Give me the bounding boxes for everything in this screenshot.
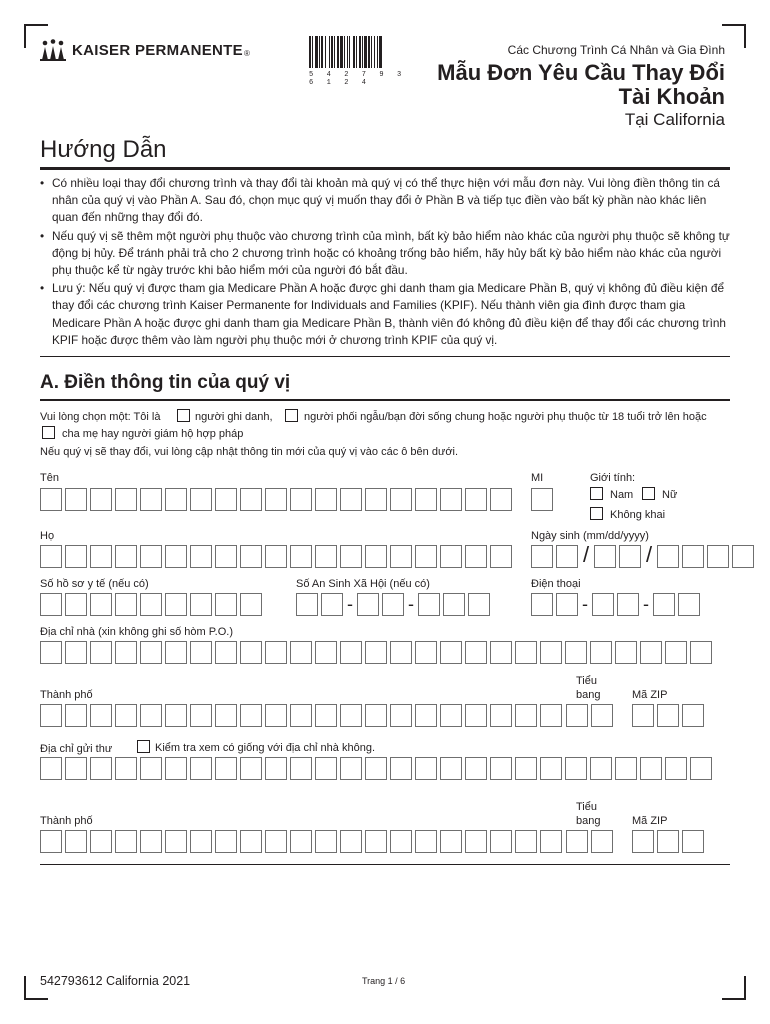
phone-box[interactable] (556, 593, 578, 616)
char-box[interactable] (540, 830, 562, 853)
char-box[interactable] (365, 757, 387, 780)
gender-female-label: Nữ (662, 489, 678, 501)
char-box[interactable] (365, 641, 387, 664)
subscriber-checkbox[interactable] (177, 409, 190, 422)
char-box[interactable] (115, 593, 137, 616)
char-box[interactable] (640, 641, 662, 664)
ssn-boxes[interactable] (296, 593, 490, 616)
char-box[interactable] (40, 593, 62, 616)
char-box[interactable] (240, 488, 262, 511)
char-box[interactable] (265, 830, 287, 853)
gender-male-checkbox[interactable] (590, 487, 603, 500)
char-box[interactable] (690, 757, 712, 780)
char-box[interactable] (665, 641, 687, 664)
spouse-dependent-option-label: người phối ngẫu/bạn đời sống chung hoặc người phụ thuộc từ 18 tuổi trở lên hoặc (304, 411, 707, 423)
last-name-boxes[interactable] (40, 545, 512, 568)
char-box[interactable] (615, 641, 637, 664)
update-note: Nếu quý vị sẽ thay đổi, vui lòng cập nhật thông tin mới của quý vị vào các ô bên dưới. (40, 446, 459, 458)
char-box[interactable] (315, 757, 337, 780)
char-box[interactable] (290, 704, 312, 727)
char-box[interactable] (115, 641, 137, 664)
char-box[interactable] (65, 830, 87, 853)
last-name-label: Họ (40, 530, 55, 542)
char-box[interactable] (65, 488, 87, 511)
char-box[interactable] (190, 704, 212, 727)
char-box[interactable] (566, 830, 588, 853)
form-title: Mẫu Đơn Yêu Cầu Thay Đổi (437, 60, 725, 85)
state-label-2: bang (576, 689, 601, 701)
dob-year-box[interactable] (707, 545, 729, 568)
char-box[interactable] (465, 830, 487, 853)
char-box[interactable] (90, 593, 112, 616)
phone-box[interactable] (617, 593, 639, 616)
section-a-heading: A. Điền thông tin của quý vị (40, 372, 291, 393)
mailing-zip-label: Mã ZIP (632, 815, 668, 827)
char-box[interactable] (591, 830, 613, 853)
char-box[interactable] (340, 757, 362, 780)
char-box[interactable] (265, 641, 287, 664)
phone-dash: - (582, 594, 588, 614)
char-box[interactable] (415, 641, 437, 664)
char-box[interactable] (115, 488, 137, 511)
char-box[interactable] (565, 641, 587, 664)
char-box[interactable] (415, 545, 437, 568)
char-box[interactable] (90, 545, 112, 568)
ssn-box[interactable] (418, 593, 440, 616)
brand-name: KAISER PERMANENTE (72, 41, 243, 59)
char-box[interactable] (140, 641, 162, 664)
char-box[interactable] (657, 830, 679, 853)
char-box[interactable] (265, 488, 287, 511)
char-box[interactable] (632, 704, 654, 727)
ssn-box[interactable] (321, 593, 343, 616)
char-box[interactable] (465, 488, 487, 511)
char-box[interactable] (140, 757, 162, 780)
char-box[interactable] (165, 830, 187, 853)
divider (40, 356, 730, 357)
instruction-item: • Có nhiều loại thay đổi chương trình và thay đổi tài khoản mà quý vị có thể thực hiện với mẫu đơn này. Vui lòng điền thông tin cá nhân của quý vị vào Phần A. Sau đó, chọn mục quý vị muốn thay đổi ở Phần B và tiếp tục điền vào bất kỳ phần nào khác liên quan đến những thay đổi đó. (40, 175, 730, 227)
home-address-boxes[interactable] (40, 641, 712, 664)
dob-label: Ngày sinh (mm/dd/yyyy) (531, 530, 649, 542)
char-box[interactable] (190, 545, 212, 568)
char-box[interactable] (290, 757, 312, 780)
char-box[interactable] (340, 545, 362, 568)
char-box[interactable] (665, 757, 687, 780)
gender-undisclosed-label: Không khai (610, 509, 666, 521)
char-box[interactable] (115, 704, 137, 727)
char-box[interactable] (90, 488, 112, 511)
char-box[interactable] (490, 704, 512, 727)
dob-year-box[interactable] (732, 545, 754, 568)
heading-rule (40, 167, 730, 170)
char-box[interactable] (415, 830, 437, 853)
kaiser-logo (40, 38, 250, 62)
char-box[interactable] (440, 757, 462, 780)
char-box[interactable] (640, 757, 662, 780)
mi-box[interactable] (531, 488, 553, 511)
program-subtitle: Các Chương Trình Cá Nhân và Gia Đình (507, 43, 725, 57)
mailing-state-label-2: bang (576, 815, 601, 827)
char-box[interactable] (682, 830, 704, 853)
char-box[interactable] (115, 545, 137, 568)
char-box[interactable] (190, 593, 212, 616)
char-box[interactable] (215, 830, 237, 853)
char-box[interactable] (165, 488, 187, 511)
corner-mark-bottom-right (722, 976, 746, 1000)
home-address-label: Địa chỉ nhà (xin không ghi số hòm P.O.) (40, 626, 234, 638)
char-box[interactable] (315, 641, 337, 664)
char-box[interactable] (515, 704, 537, 727)
char-box[interactable] (390, 830, 412, 853)
char-box[interactable] (65, 641, 87, 664)
char-box[interactable] (240, 641, 262, 664)
char-box[interactable] (115, 757, 137, 780)
char-box[interactable] (540, 641, 562, 664)
registered-mark: ® (243, 48, 250, 58)
char-box[interactable] (591, 704, 613, 727)
phone-label: Điện thoại (531, 578, 581, 590)
char-box[interactable] (165, 593, 187, 616)
char-box[interactable] (465, 641, 487, 664)
char-box[interactable] (215, 704, 237, 727)
dob-month-box[interactable] (556, 545, 578, 568)
guardian-checkbox[interactable] (42, 426, 55, 439)
instructions-heading: Hướng Dẫn (40, 136, 167, 163)
char-box[interactable] (240, 757, 262, 780)
char-box[interactable] (515, 830, 537, 853)
char-box[interactable] (140, 704, 162, 727)
char-box[interactable] (290, 545, 312, 568)
char-box[interactable] (590, 757, 612, 780)
section-a-rule (40, 399, 730, 401)
char-box[interactable] (140, 593, 162, 616)
subscriber-option-label: người ghi danh, (195, 411, 273, 423)
char-box[interactable] (465, 545, 487, 568)
char-box[interactable] (290, 641, 312, 664)
char-box[interactable] (215, 757, 237, 780)
char-box[interactable] (140, 830, 162, 853)
mailing-address-boxes[interactable] (40, 757, 712, 780)
char-box[interactable] (615, 757, 637, 780)
ssn-box[interactable] (468, 593, 490, 616)
state-label: Tiểu (576, 675, 597, 687)
mrn-boxes[interactable] (40, 593, 262, 616)
char-box[interactable] (115, 830, 137, 853)
char-box[interactable] (40, 545, 62, 568)
phone-box[interactable] (678, 593, 700, 616)
char-box[interactable] (215, 641, 237, 664)
char-box[interactable] (140, 545, 162, 568)
instruction-item: • Lưu ý: Nếu quý vị được tham gia Medicare Phần A hoặc được ghi danh tham gia Medicare Phần B, quý vị không đủ điều kiện để thay đổi các chương trình Kaiser Permanente for Individuals and Families (KPIF). Nếu thành viên gia đình được tham gia Medicare Phần A hoặc được ghi danh tham gia Medicare Phần B, thành viên đó không đủ điều kiện để thay đổi các chương trình KPIF hoặc được thêm vào làm người phụ thuộc mới ở chương trình KPIF của quý vị. (40, 280, 730, 349)
char-box[interactable] (65, 545, 87, 568)
char-box[interactable] (440, 488, 462, 511)
mailing-state-boxes[interactable] (566, 830, 613, 853)
phone-box[interactable] (592, 593, 614, 616)
char-box[interactable] (515, 757, 537, 780)
char-box[interactable] (290, 830, 312, 853)
char-box[interactable] (415, 488, 437, 511)
dob-boxes[interactable] (531, 542, 754, 568)
char-box[interactable] (440, 830, 462, 853)
char-box[interactable] (390, 757, 412, 780)
ssn-box[interactable] (296, 593, 318, 616)
char-box[interactable] (415, 757, 437, 780)
ssn-box[interactable] (443, 593, 465, 616)
mi-label: MI (531, 472, 544, 484)
char-box[interactable] (40, 757, 62, 780)
dob-year-box[interactable] (657, 545, 679, 568)
phone-boxes[interactable] (531, 593, 700, 616)
mrn-label: Số hồ sơ y tế (nếu có) (40, 578, 149, 590)
gender-male-label: Nam (610, 489, 634, 501)
same-as-home-checkbox[interactable] (137, 740, 150, 753)
zip-boxes[interactable] (632, 704, 704, 727)
state-boxes[interactable] (566, 704, 613, 727)
char-box[interactable] (365, 545, 387, 568)
char-box[interactable] (682, 704, 704, 727)
char-box[interactable] (390, 488, 412, 511)
char-box[interactable] (490, 757, 512, 780)
char-box[interactable] (265, 545, 287, 568)
page-number: Trang 1 / 6 (362, 976, 406, 986)
char-box[interactable] (340, 704, 362, 727)
char-box[interactable] (540, 704, 562, 727)
char-box[interactable] (390, 704, 412, 727)
char-box[interactable] (340, 488, 362, 511)
char-box[interactable] (657, 704, 679, 727)
phone-dash: - (643, 594, 649, 614)
form-code: 542793612 California 2021 (40, 974, 191, 988)
region-label: Tại California (624, 110, 725, 129)
dob-month-box[interactable] (531, 545, 553, 568)
guardian-option-label: cha mẹ hay người giám hộ hợp pháp (62, 428, 244, 440)
char-box[interactable] (240, 593, 262, 616)
char-box[interactable] (315, 488, 337, 511)
char-box[interactable] (465, 757, 487, 780)
char-box[interactable] (365, 704, 387, 727)
char-box[interactable] (540, 757, 562, 780)
char-box[interactable] (140, 488, 162, 511)
barcode-image (309, 36, 409, 68)
char-box[interactable] (190, 757, 212, 780)
char-box[interactable] (240, 545, 262, 568)
char-box[interactable] (566, 704, 588, 727)
char-box[interactable] (490, 545, 512, 568)
char-box[interactable] (90, 641, 112, 664)
gender-label: Giới tính: (590, 472, 636, 484)
char-box[interactable] (390, 641, 412, 664)
char-box[interactable] (90, 830, 112, 853)
char-box[interactable] (690, 641, 712, 664)
char-box[interactable] (490, 641, 512, 664)
char-box[interactable] (340, 641, 362, 664)
phone-box[interactable] (653, 593, 675, 616)
char-box[interactable] (440, 641, 462, 664)
char-box[interactable] (515, 641, 537, 664)
char-box[interactable] (40, 641, 62, 664)
char-box[interactable] (315, 830, 337, 853)
char-box[interactable] (165, 641, 187, 664)
char-box[interactable] (265, 704, 287, 727)
char-box[interactable] (65, 704, 87, 727)
city-boxes[interactable] (40, 704, 562, 727)
char-box[interactable] (632, 830, 654, 853)
char-box[interactable] (240, 830, 262, 853)
mailing-city-boxes[interactable] (40, 830, 562, 853)
char-box[interactable] (90, 704, 112, 727)
form-title-line2: Tài Khoản (618, 84, 725, 109)
char-box[interactable] (490, 488, 512, 511)
corner-mark-top-right (722, 24, 746, 48)
barcode-number: 5 4 2 7 9 3 6 1 2 4 (309, 71, 406, 87)
ssn-dash: - (347, 594, 353, 614)
char-box[interactable] (440, 545, 462, 568)
dob-day-box[interactable] (619, 545, 641, 568)
gender-female-checkbox[interactable] (642, 487, 655, 500)
char-box[interactable] (215, 593, 237, 616)
instructions-list (40, 175, 730, 350)
char-box[interactable] (365, 488, 387, 511)
mailing-address-label: Địa chỉ gửi thư (40, 743, 113, 755)
city-label: Thành phố (40, 689, 93, 701)
date-separator: / (645, 542, 653, 567)
dob-year-box[interactable] (682, 545, 704, 568)
char-box[interactable] (415, 704, 437, 727)
ssn-box[interactable] (357, 593, 379, 616)
char-box[interactable] (40, 488, 62, 511)
first-name-boxes[interactable] (40, 488, 512, 511)
char-box[interactable] (190, 830, 212, 853)
char-box[interactable] (565, 757, 587, 780)
char-box[interactable] (65, 757, 87, 780)
date-separator: / (582, 542, 590, 567)
ssn-label: Số An Sinh Xã Hội (nếu có) (296, 578, 430, 590)
char-box[interactable] (40, 704, 62, 727)
char-box[interactable] (340, 830, 362, 853)
char-box[interactable] (240, 704, 262, 727)
mailing-city-label: Thành phố (40, 815, 93, 827)
spouse-dependent-checkbox[interactable] (285, 409, 298, 422)
instruction-item: • Nếu quý vị sẽ thêm một người phụ thuộc vào chương trình của mình, bất kỳ bảo hiểm nào khác của người phụ thuộc sẽ không tự động bị hủy. Để tránh phải trả cho 2 chương trình hoặc có khoảng trống bảo hiểm, hãy hủy bất kỳ bảo hiểm nào khác của người phụ thuộc kể từ ngày trước khi bảo hiểm mới của người đó bắt đầu. (40, 228, 730, 280)
first-name-label: Tên (40, 472, 59, 484)
char-box[interactable] (490, 830, 512, 853)
char-box[interactable] (165, 704, 187, 727)
char-box[interactable] (390, 545, 412, 568)
zip-label: Mã ZIP (632, 689, 668, 701)
char-box[interactable] (165, 545, 187, 568)
dob-day-box[interactable] (594, 545, 616, 568)
choose-one-label: Vui lòng chọn một: Tôi là (40, 411, 161, 423)
phone-box[interactable] (531, 593, 553, 616)
char-box[interactable] (190, 641, 212, 664)
char-box[interactable] (590, 641, 612, 664)
char-box[interactable] (165, 757, 187, 780)
char-box[interactable] (65, 593, 87, 616)
char-box[interactable] (315, 545, 337, 568)
char-box[interactable] (365, 830, 387, 853)
char-box[interactable] (290, 488, 312, 511)
char-box[interactable] (440, 704, 462, 727)
char-box[interactable] (465, 704, 487, 727)
char-box[interactable] (531, 488, 553, 511)
char-box[interactable] (315, 704, 337, 727)
gender-undisclosed-checkbox[interactable] (590, 507, 603, 520)
char-box[interactable] (190, 488, 212, 511)
char-box[interactable] (90, 757, 112, 780)
ssn-dash: - (408, 594, 414, 614)
char-box[interactable] (215, 545, 237, 568)
char-box[interactable] (265, 757, 287, 780)
ssn-box[interactable] (382, 593, 404, 616)
mailing-zip-boxes[interactable] (632, 830, 704, 853)
char-box[interactable] (215, 488, 237, 511)
kp-symbol-icon (40, 38, 66, 62)
same-as-home-label: Kiểm tra xem có giống với địa chỉ nhà không. (155, 742, 375, 754)
mailing-state-label: Tiểu (576, 801, 597, 813)
char-box[interactable] (40, 830, 62, 853)
section-a-bottom-rule (40, 864, 730, 865)
